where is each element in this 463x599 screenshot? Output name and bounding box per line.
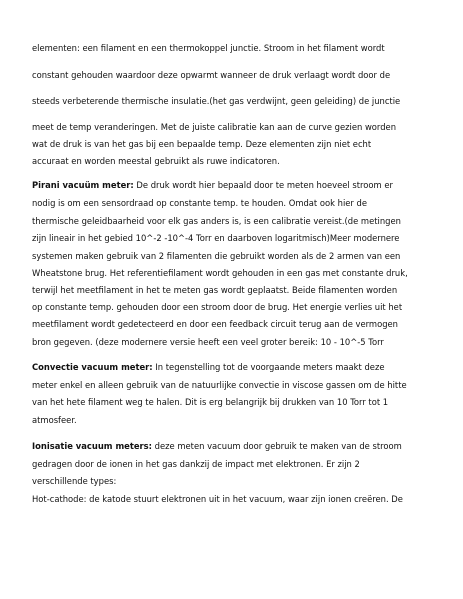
text-line: van het hete filament weg te halen. Dit is erg belangrijk bij drukken van 10 Torr tot 1 xyxy=(32,397,389,407)
section-heading: Convectie vacuum meter: xyxy=(32,362,153,372)
text-line: meet de temp veranderingen. Met de juiste calibratie kan aan de curve gezien worden xyxy=(32,122,396,132)
section-heading: Ionisatie vacuum meters: xyxy=(32,441,153,451)
text-run: De druk wordt hier bepaald door te meten hoeveel stroom er xyxy=(133,180,393,190)
text-line xyxy=(32,362,385,372)
text-line: nodig is om een sensordraad op constante temp. te houden. Omdat ook hier de xyxy=(32,198,367,208)
text-line: wat de druk is van het gas bij een bepaalde temp. Deze elementen zijn niet echt xyxy=(32,139,372,149)
text-line: accuraat en worden meestal gebruikt als ruwe indicatoren. xyxy=(32,156,280,166)
text-line: terwijl het meetfilament in het te meten gas wordt geplaatst. Beide filamenten worden xyxy=(32,285,398,295)
text-line: thermische geleidbaarheid voor elk gas anders is, is een calibratie vereist.(de metingen xyxy=(32,216,401,226)
text-line: meetfilament wordt gedetecteerd en door een feedback circuit terug aan de vermogen xyxy=(32,319,398,329)
text-line: elementen: een filament en een thermokoppel junctie. Stroom in het filament wordt xyxy=(32,43,385,53)
text-line: Wheatstone brug. Het referentiefilament wordt gehouden in een gas met constante druk, xyxy=(32,268,408,278)
text-line: meter enkel en alleen gebruik van de natuurlijke convectie in viscose gassen om de hitte xyxy=(32,380,407,390)
text-line: bron gegeven. (deze modernere versie heeft een veel groter bereik: 10 - 10^-5 Torr xyxy=(32,337,384,347)
text-line: gedragen door de ionen in het gas dankzij de impact met elektronen. Er zijn 2 xyxy=(32,459,360,469)
text-line: op constante temp. gehouden door een stroom door de brug. Het energie verlies uit het xyxy=(32,302,403,312)
text-run: deze meten vacuum door gebruik te maken van de stroom xyxy=(152,441,402,451)
text-line: zijn lineair in het gebied 10^-2 -10^-4 Torr en daarboven logaritmisch)Meer modernere xyxy=(32,233,400,243)
text-line xyxy=(32,441,402,451)
text-line: steeds verbeterende thermische insulatie.(het gas verdwijnt, geen geleiding) de junctie xyxy=(32,96,401,106)
text-line: verschillende types: xyxy=(32,476,117,486)
text-line xyxy=(32,180,393,190)
text-line: atmosfeer. xyxy=(32,415,77,425)
text-line: constant gehouden waardoor deze opwarmt wanneer de druk verlaagt wordt door de xyxy=(32,70,391,80)
text-line: systemen maken gebruik van 2 filamenten die gebruikt worden als de 2 armen van een xyxy=(32,251,401,261)
section-heading: Pirani vacuüm meter: xyxy=(32,180,134,190)
text-line: Hot-cathode: de katode stuurt elektronen uit in het vacuum, waar zijn ionen creëren. De xyxy=(32,494,403,504)
text-run: In tegenstelling tot de voorgaande meters maakt deze xyxy=(152,362,385,372)
